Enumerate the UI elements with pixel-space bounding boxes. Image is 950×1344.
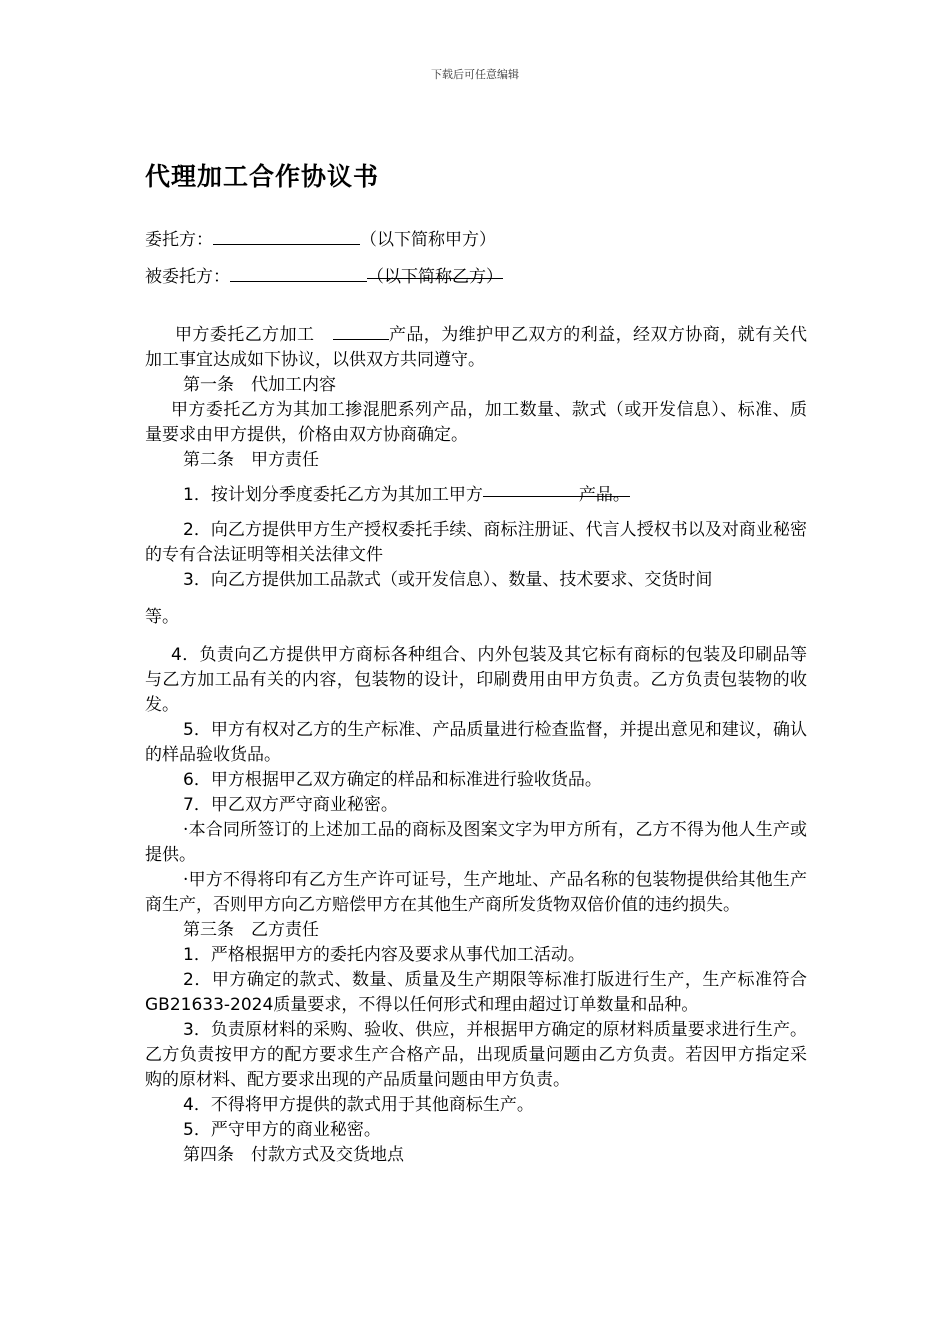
article-2-item-1: 1．按计划分季度委托乙方为其加工甲方 产品。 bbox=[183, 485, 630, 505]
article-2-bullet-1: ·本合同所签订的上述加工品的商标及图案文字为甲方所有，乙方不得为他人生产或提供。 bbox=[145, 820, 807, 865]
item-1-product-blank bbox=[483, 483, 579, 500]
article-3-item-4: 4．不得将甲方提供的款式用于其他商标生产。 bbox=[183, 1095, 534, 1115]
party-a-line bbox=[145, 225, 496, 250]
article-2-item-7: 7．甲乙双方严守商业秘密。 bbox=[183, 795, 398, 815]
article-1-text: 甲方委托乙方为其加工掺混肥系列产品，加工数量、款式（或开发信息）、标准、质量要求由甲方提供，价格由双方协商确定。 bbox=[145, 400, 807, 445]
article-2-item-6: 6．甲方根据甲乙双方确定的样品和标准进行验收货品。 bbox=[183, 770, 602, 790]
article-3-title: 第三条 乙方责任 bbox=[183, 920, 319, 940]
standard-code: GB21633-2024 bbox=[145, 995, 274, 1015]
article-3-item-3: 3．负责原材料的采购、验收、供应，并根据甲方确定的原材料质量要求进行生产。乙方负责按甲方的配方要求生产合格产品，出现质量问题由乙方负责。若因甲方指定采购的原材料、配方要求出现的产品质量问题由甲方负责。 bbox=[145, 1020, 807, 1090]
intro-product-blank bbox=[333, 322, 389, 340]
party-b-label: 被委托方： bbox=[145, 267, 230, 287]
party-b-line bbox=[145, 262, 503, 287]
page-header-note: 下载后可任意编辑 bbox=[431, 68, 519, 81]
article-2-item-3-cont: 等。 bbox=[145, 607, 179, 627]
article-1-title: 第一条 代加工内容 bbox=[183, 375, 336, 395]
party-a-blank bbox=[213, 227, 360, 245]
article-2-title: 第二条 甲方责任 bbox=[183, 450, 319, 470]
party-b-blank bbox=[230, 264, 367, 282]
intro-paragraph: 甲方委托乙方加工 产品，为维护甲乙双方的利益，经双方协商，就有关代加工事宜达成如下协议，以供双方共同遵守。 bbox=[145, 322, 807, 373]
document-title: 代理加工合作协议书 bbox=[145, 162, 380, 191]
article-2-item-5: 5．甲方有权对乙方的生产标准、产品质量进行检查监督，并提出意见和建议，确认的样品验收货品。 bbox=[145, 720, 807, 765]
document-body bbox=[145, 322, 807, 1168]
party-a-label: 委托方： bbox=[145, 230, 213, 250]
party-a-note: （以下简称甲方） bbox=[360, 230, 496, 250]
party-b-note-underline bbox=[367, 278, 503, 279]
item-1-strike-line bbox=[483, 496, 630, 497]
article-2-item-4: 4．负责向乙方提供甲方商标各种组合、内外包装及其它标有商标的包装及印刷品等与乙方加工品有关的内容，包装物的设计，印刷费用由甲方负责。乙方负责包装物的收发。 bbox=[145, 645, 807, 715]
article-2-bullet-2: ·甲方不得将印有乙方生产许可证号，生产地址、产品名称的包装物提供给其他生产商生产，否则甲方向乙方赔偿甲方在其他生产商所发货物双倍价值的违约损失。 bbox=[145, 870, 807, 915]
article-3-item-1: 1．严格根据甲方的委托内容及要求从事代加工活动。 bbox=[183, 945, 585, 965]
article-3-item-5: 5．严守甲方的商业秘密。 bbox=[183, 1120, 381, 1140]
article-4-title: 第四条 付款方式及交货地点 bbox=[183, 1145, 404, 1165]
article-2-item-3: 3．向乙方提供加工品款式（或开发信息）、数量、技术要求、交货时间 bbox=[183, 570, 713, 590]
party-b-note: （以下简称乙方） bbox=[367, 267, 503, 287]
article-3-item-2: 2．甲方确定的款式、数量、质量及生产期限等标准打版进行生产，生产标准符合GB21633-2024质量要求，不得以任何形式和理由超过订单数量和品种。 bbox=[145, 970, 807, 1015]
article-2-item-2: 2．向乙方提供甲方生产授权委托手续、商标注册证、代言人授权书以及对商业秘密的专有合法证明等相关法律文件 bbox=[145, 520, 807, 565]
